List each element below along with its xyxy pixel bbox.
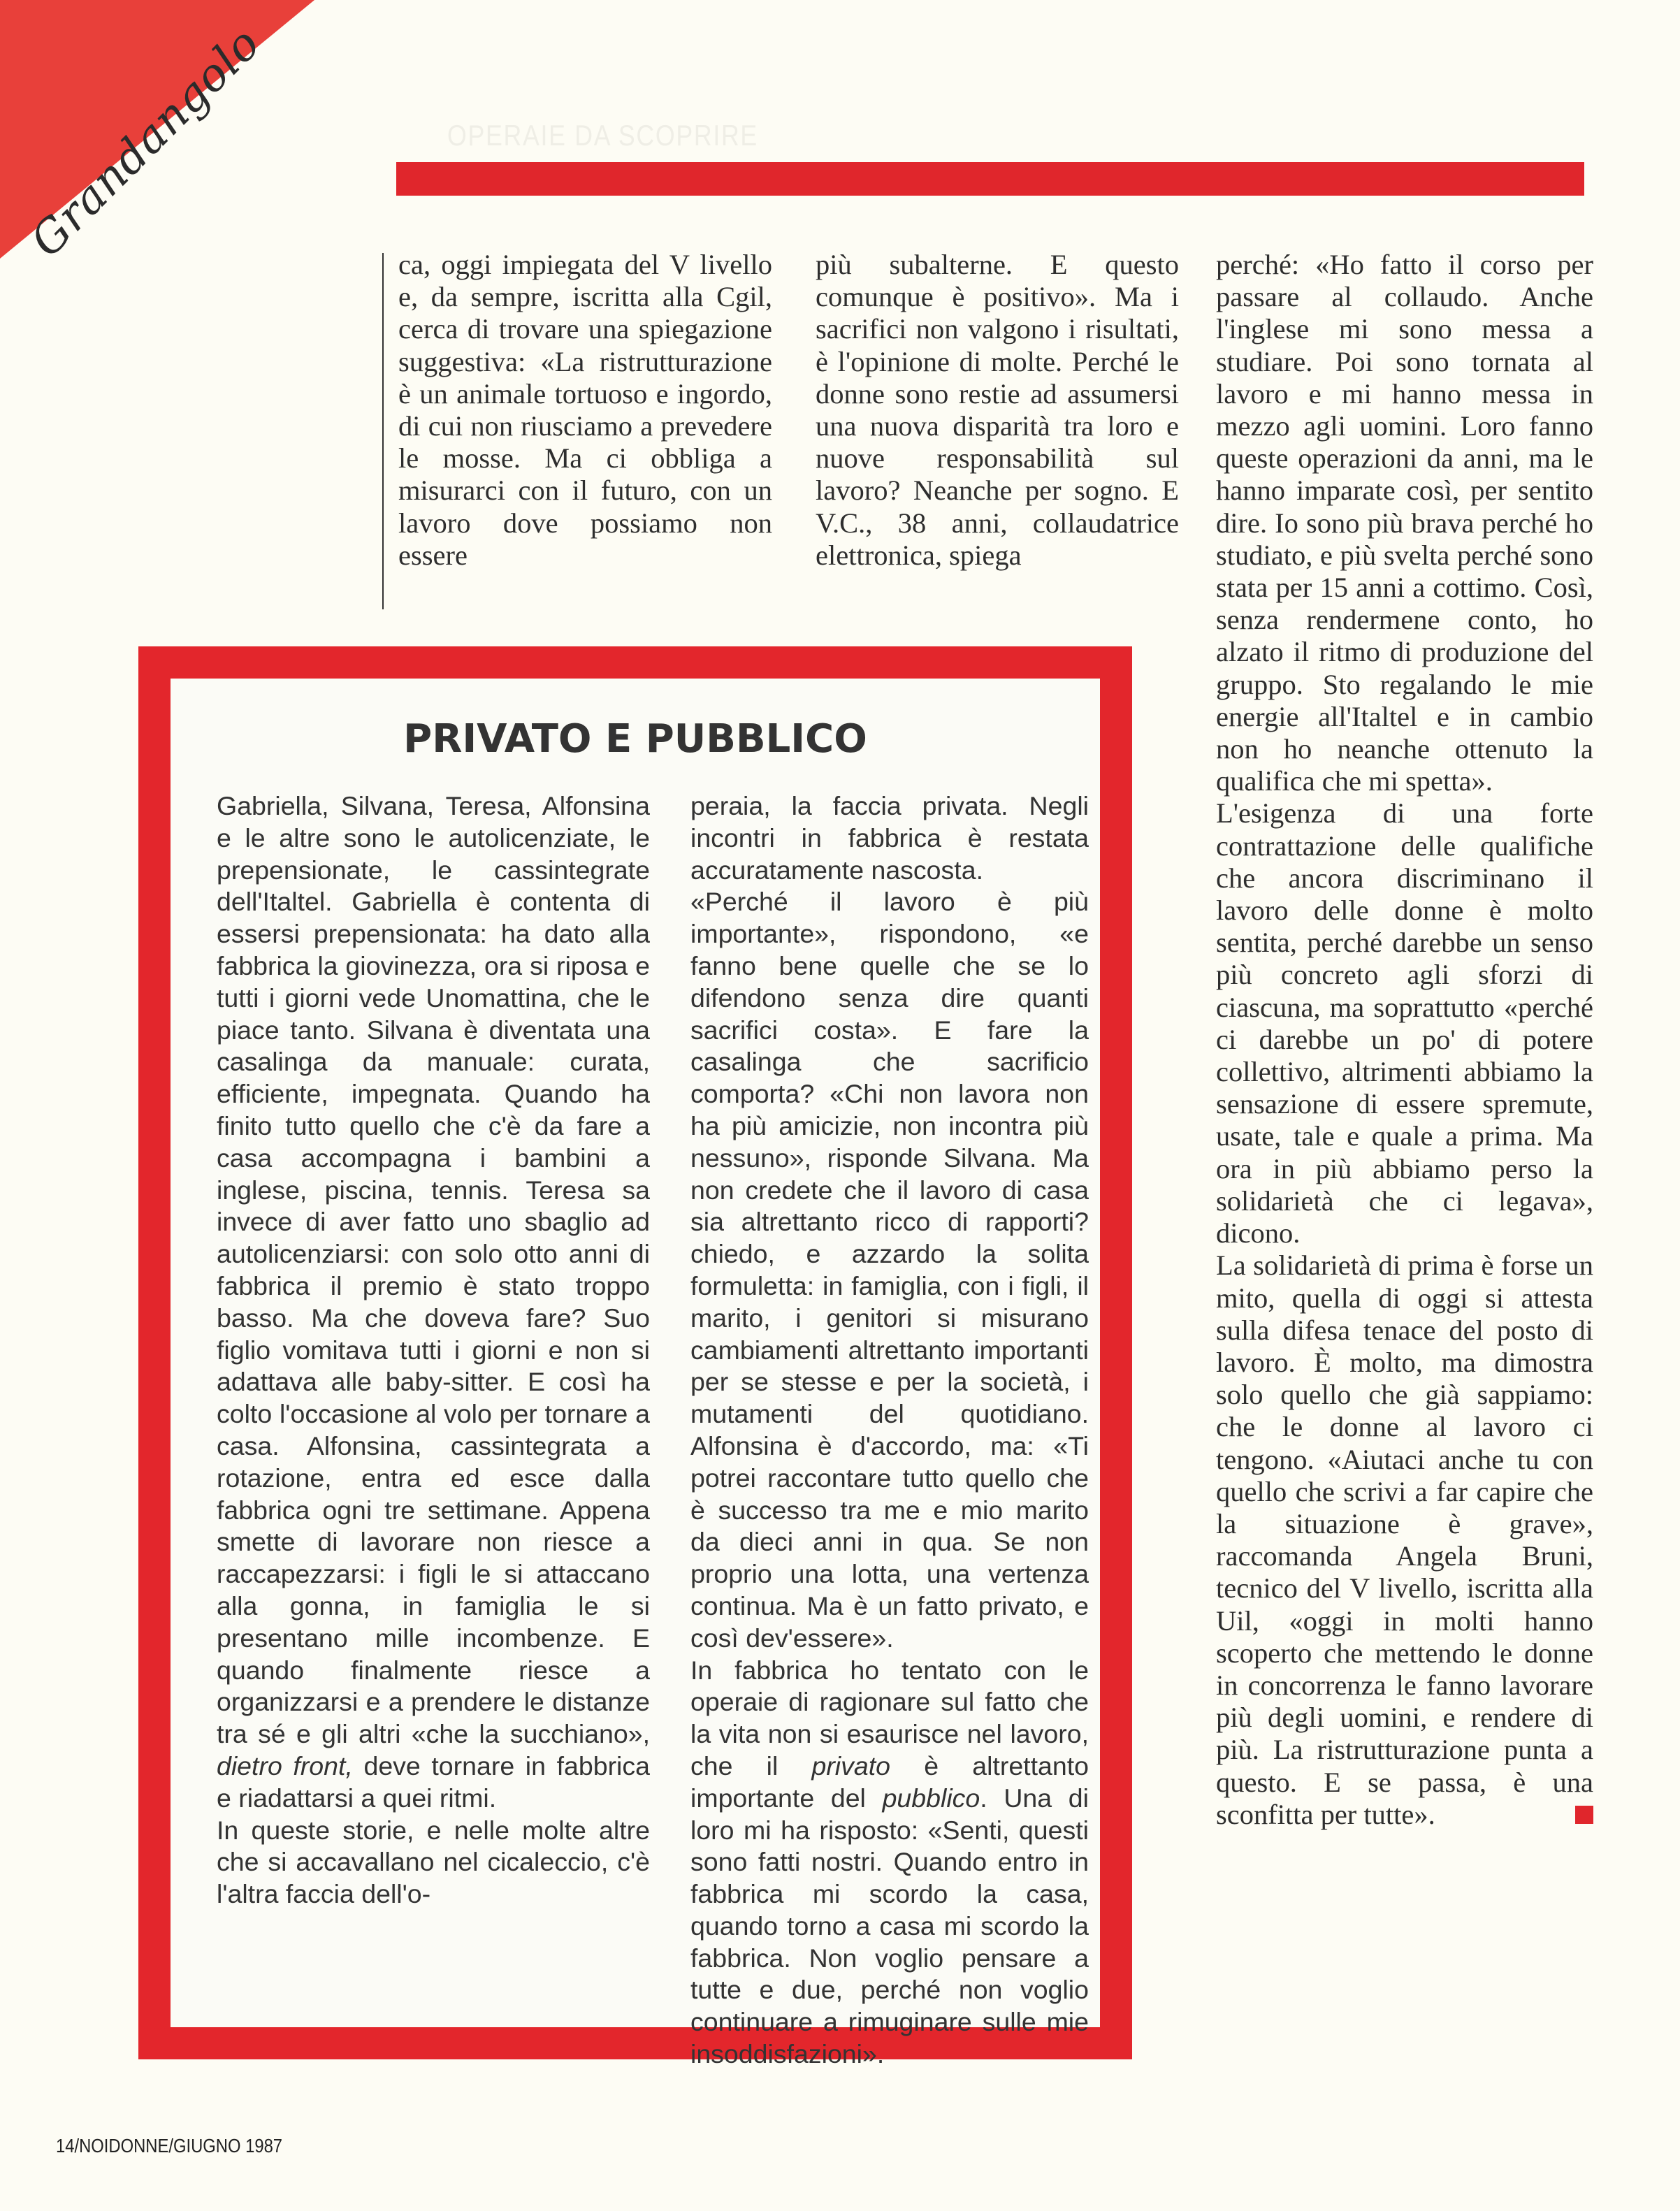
- paragraph: perché: «Ho fatto il corso per passare al collaudo. Anche l'inglese mi sono messa a studiare. Poi sono tornata al lavoro e mi hanno messa in mezzo agli uomini. Loro fanno queste operazioni da anni, ma le hanno imparate così, per sentito dire. Io sono più brava perché ho studiato, e più svelta perché sono stata per 15 anni a cottimo. Così, senza rendermene conto, ho alzato il ritmo di produzione del gruppo. Sto regalando le mie energie all'Italtel e in cambio non ho neanche ottenuto la qualifica che mi spetta».: [1216, 249, 1593, 797]
- paragraph-text: . Una di loro mi ha risposto: «Senti, questi sono fatti nostri. Quando entro in fabbrica mi scordo la casa, quando torno a casa mi scordo la fabbrica. Non voglio pensare a tutte e due, perché non voglio continuare a rimuginare sulle mie insoddisfazioni».: [690, 1783, 1089, 2069]
- paragraph: più subalterne. E questo comunque è positivo». Ma i sacrifici non valgono i risultati, è l'opinione di molte. Perché le donne sono restie ad assumersi una nuova disparità tra loro e nuove responsabilità sul lavoro? Neanche per sogno. E V.C., 38 anni, collaudatrice elettronica, spiega: [816, 249, 1179, 571]
- sidebar-box: [138, 646, 1132, 2069]
- page-footer: 14/NOIDONNE/GIUGNO 1987: [56, 2135, 283, 2156]
- decorative-red-bar: [396, 162, 1584, 196]
- paragraph: [1216, 1249, 1593, 1831]
- end-of-article-mark: [1575, 1806, 1593, 1824]
- italic-phrase: dietro front,: [217, 1750, 353, 1781]
- article-column-1: [398, 249, 772, 572]
- paragraph-text: è altrettanto importante del: [690, 1750, 1089, 1813]
- paragraph: peraia, la faccia privata. Negli incontri in fabbrica è restata accuratamente nascosta.: [690, 791, 1089, 885]
- paragraph: «Perché il lavoro è più importante», rispondono, «e fanno bene quelle che se lo difendono senza dire quanti sacrifici costa». E fare la casalinga che sacrificio comporta? «Chi non lavora non ha più amicizie, non incontra più nessuno», risponde Silvana. Ma non credete che il lavoro di casa sia altrettanto ricco di rapporti? chiedo, e azzardo la solita formuletta: in famiglia, con i figli, il marito, i genitori si misurano cambiamenti altrettanto importanti per se stesse e per la società, i mutamenti del quotidiano. Alfonsina è d'accordo, ma: «Ti potrei raccontare tutto quello che è successo tra me e mio marito da dieci anni in qua. Se non proprio una lotta, una vertenza continua. Ma è un fatto privato, e così dev'essere».: [690, 887, 1089, 1653]
- article-column-3: [1216, 249, 1593, 1831]
- column-rule: [382, 253, 384, 609]
- paragraph-text: Gabriella, Silvana, Teresa, Alfonsina e le altre sono le autolicenziate, le prepensionate, le cassintegrate dell'Italtel. Gabriella è contenta di essersi prepensionata: ha dato alla fabbrica la giovinezza, ora si riposa e tutti i giorni vede Unomattina, che le piace tanto. Silvana è diventata una casalinga da manuale: curata, efficiente, impegnata. Quando ha finito tutto quello che c'è da fare a casa accompagna i bambini a inglese, piscina, tennis. Teresa sa invece di aver fatto uno sbaglio ad autolicenziarsi: con solo otto anni di fabbrica il premio è stato troppo basso. Ma che doveva fare? Suo figlio vomitava tutti i giorni e non si adattava alle baby-sitter. E così ha colto l'occasione al volo per tornare a casa. Alfonsina, cassintegrata a rotazione, entra ed esce dalla fabbrica ogni tre settimane. Appena smette di lavorare non riesce a raccapezzarsi: i figli le si attaccano alla gonna, in famiglia le si presentano mille incombenze. E quando finalmente riesce a organizzarsi e a prendere le distanze tra sé e gli altri «che la succhiano»,: [217, 791, 650, 1749]
- box-column-2: [690, 790, 1089, 2071]
- paragraph-text: La solidarietà di prima è forse un mito, quella di oggi si attesta sulla difesa tenace del posto di lavoro. È molto, ma dimostra solo quello che già sappiamo: che le donne al lavoro ci tengono. «Aiutaci anche tu con quello che scrivi a far capire che la situazione è grave», raccomanda Angela Bruni, tecnico del V livello, iscritta alla Uil, «oggi in molti hanno scoperto che mettendo le donne in concorrenza le fanno lavorare più degli uomini, e rendere di più. La ristrutturazione punta a questo. E se passa, è una sconfitta per tutte».: [1216, 1249, 1593, 1830]
- italic-word: pubblico: [882, 1783, 980, 1813]
- paragraph: [217, 790, 650, 1815]
- box-title: PRIVATO E PUBBLICO: [403, 716, 867, 762]
- paragraph: L'esigenza di una forte contrattazione delle qualifiche che ancora discriminano il lavoro delle donne è molto sentita, perché darebbe un senso più concreto agli sforzi di ciascuna, ma soprattutto «perché ci darebbe un po' di potere collettivo, altrimenti abbiamo la sensazione di essere spremute, usate, tale e quale a prima. Ma ora in più abbiamo perso la solidarietà che ci legava», dicono.: [1216, 797, 1593, 1249]
- section-label: Grandangolo: [21, 17, 271, 268]
- italic-word: privato: [811, 1750, 891, 1781]
- paragraph: [690, 1655, 1089, 2071]
- paragraph: ca, oggi impiegata del V livello e, da sempre, iscritta alla Cgil, cerca di trovare una spiegazione suggestiva: «La ristrutturazione è un animale tortuoso e ingordo, di cui non riusciamo a prevedere le mosse. Ma ci obbliga a misurarci con il futuro, con un lavoro dove possiamo non essere: [398, 249, 772, 571]
- box-column-1: [217, 790, 650, 1911]
- paragraph-text: deve tornare in fabbrica e riadattarsi a quei ritmi.: [217, 1750, 650, 1813]
- article-column-2: [816, 249, 1179, 572]
- paragraph: In queste storie, e nelle molte altre che si accavallano nel cicaleccio, c'è l'altra faccia dell'o-: [217, 1815, 650, 1909]
- paragraph-text: In fabbrica ho tentato con le operaie di ragionare sul fatto che la vita non si esaurisce nel lavoro, che il: [690, 1655, 1089, 1781]
- show-through-title: OPERAIE DA SCOPRIRE: [447, 119, 758, 152]
